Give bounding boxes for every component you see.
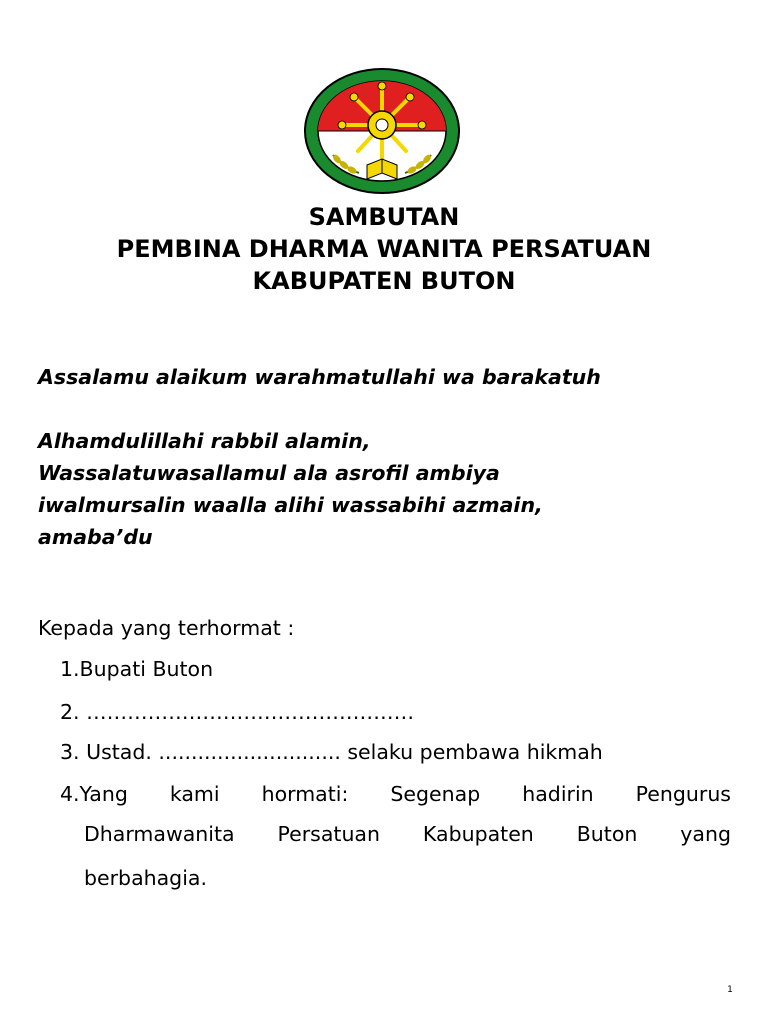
greeting-line: iwalmursalin waalla alihi wassabihi azmain, [38,493,543,517]
dharma-wanita-emblem-icon [303,67,461,195]
document-subtitle-region: KABUPATEN BUTON [252,267,516,295]
addressee-item-continuation: Dharmawanita Persatuan Kabupaten Buton yang [84,822,731,846]
addressee-item: 4.Yang kami hormati: Segenap hadirin Pengurus [60,782,731,806]
greeting-line: Wassalatuwasallamul ala asrofil ambiya [38,461,500,485]
page-number: 1 [727,985,733,995]
addressee-item: 2. ………………………………………… [60,700,415,724]
salam-opening: Assalamu alaikum warahmatullahi wa barakatuh [38,365,601,389]
addressee-item-continuation: berbahagia. [84,866,207,890]
organization-logo [303,67,461,195]
addressee-intro: Kepada yang terhormat : [38,616,295,640]
document-subtitle-organization: PEMBINA DHARMA WANITA PERSATUAN [116,235,652,263]
addressee-item: 1.Bupati Buton [60,657,214,681]
greeting-line: Alhamdulillahi rabbil alamin, [38,429,371,453]
document-title: SAMBUTAN [308,203,460,231]
addressee-item: 3. Ustad. ............................ selaku pembawa hikmah [60,740,603,764]
greeting-line: amaba’du [38,525,153,549]
